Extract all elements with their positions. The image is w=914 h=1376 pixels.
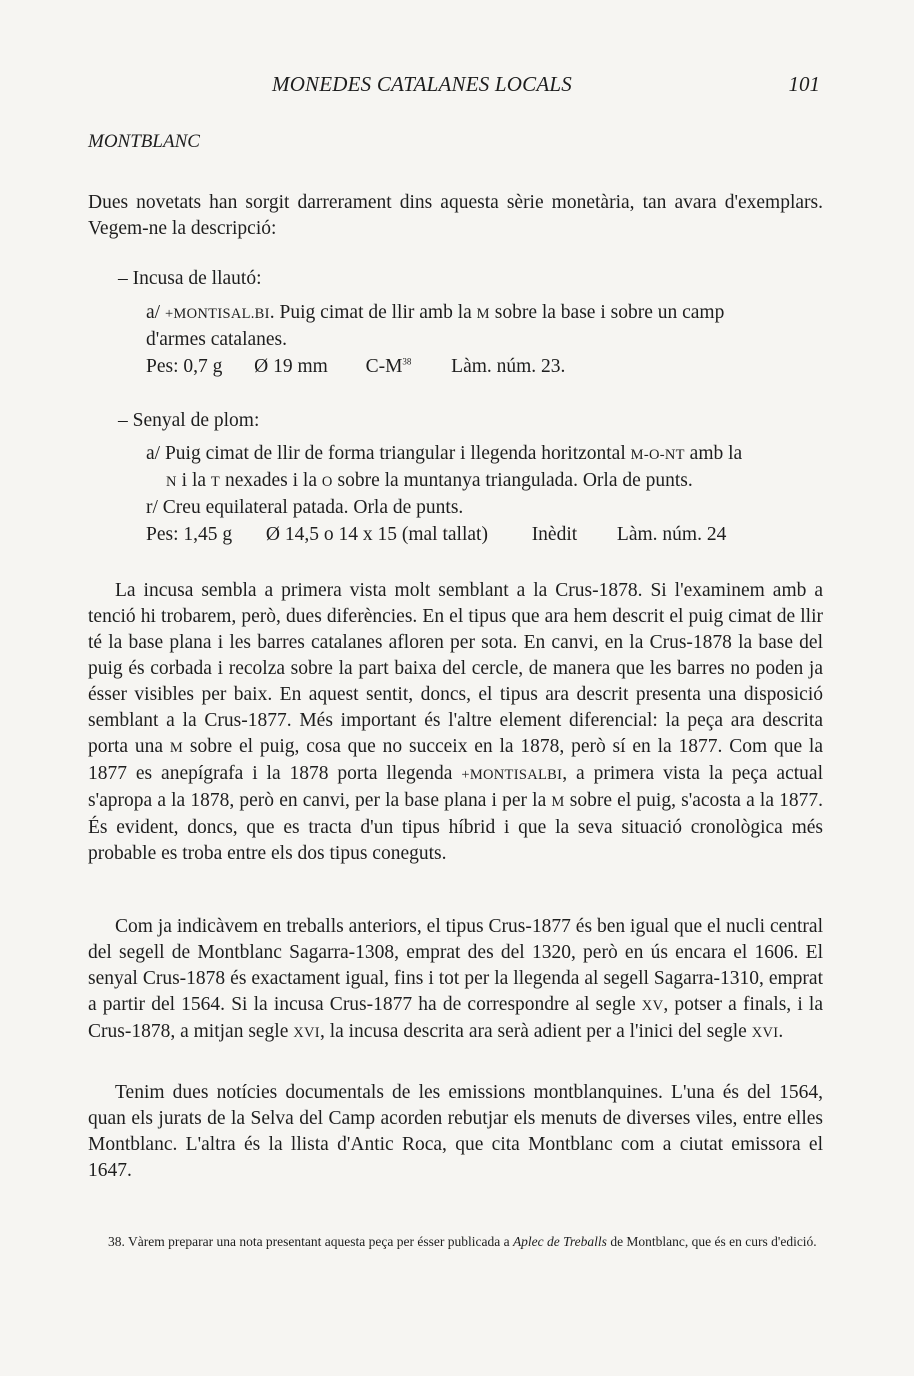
item1-weight: Pes: 0,7 g <box>146 356 223 377</box>
footnote-title: Aplec de Treballs <box>512 1234 607 1249</box>
item2-obverse: a/ Puig cimat de llir de forma triangular i llegenda horitzontal M-O-NT amb la <box>146 443 743 464</box>
item1-reference: $C-M^{38}$ <box>365 356 412 377</box>
item2-plate: Làm. núm. 24 <box>616 524 727 545</box>
item1-legend: +MONTISAL.BI <box>164 306 270 322</box>
item2-reverse: r/ Creu equilateral patada. Orla de punts. <box>146 497 464 518</box>
item1-m: M <box>476 306 490 322</box>
section-title: MONTBLANC <box>88 131 200 152</box>
paragraph-3: Tenim dues notícies documentals de les emissions montblanquines. L'una és del 1564, quan els jurats de la Selva del Camp acorden rebutjar els menuts de diverses viles, entre elles Montblanc. L'altra és la llista d'Antic Roca, que cita Montblanc com a ciutat emissora el 1647. <box>88 1082 823 1181</box>
item1-specs <box>146 356 565 378</box>
running-title: MONEDES CATALANES LOCALS <box>272 72 572 96</box>
item2-legend: M-O-NT <box>630 447 685 463</box>
item2-status: Inèdit <box>531 524 578 545</box>
item2-obverse-line2: N i la T nexades i la O sobre la muntanya triangulada. Orla de punts. <box>166 470 693 491</box>
item1-a-prefix: a/ <box>146 302 165 323</box>
footnote: 38. Vàrem preparar una nota presentant aquesta peça per ésser publicada a Aplec de Treballs de Montblanc, que és en curs d'edició. <box>88 1232 823 1251</box>
paragraph-2: Com ja indicàvem en treballs anteriors, el tipus Crus-1877 és ben igual que el nucli central del segell de Montblanc Sagarra-1308, emprat des del 1320, però en ús encara el 1606. El senyal Crus-1878 és exactament igual, fins i tot per la llegenda al segell Sagarra-1310, emprat a partir del 1564. Si la incusa Crus-1877 ha de correspondre al segle XV, potser a finals, i la Crus-1878, a mitjan segle XVI, la incusa descrita ara serà adient per a l'inici del segle XVI. <box>88 916 823 1042</box>
item1-diameter: Ø 19 mm <box>254 356 328 377</box>
page-number: 101 <box>788 72 820 96</box>
item1-plate: Làm. núm. 23. <box>451 356 566 377</box>
page-header <box>0 72 914 104</box>
item1-heading: – Incusa de llautó: <box>118 268 262 289</box>
item1-description-line2: d'armes catalanes. <box>146 329 288 350</box>
item2-diameter: Ø 14,5 o 14 x 15 (mal tallat) <box>265 524 488 545</box>
item2-specs <box>146 524 726 546</box>
item1-text: . Puig cimat de llir amb la <box>269 302 477 323</box>
item1-text-2: sobre la base i sobre un camp <box>489 302 725 323</box>
item2-weight: Pes: 1,45 g <box>146 524 233 545</box>
item1-description <box>146 302 724 324</box>
intro-paragraph: Dues novetats han sorgit darrerament dins aquesta sèrie monetària, tan avara d'exemplars. Vegem-ne la descripció: <box>88 192 823 239</box>
item2-heading: – Senyal de plom: <box>118 410 260 431</box>
paragraph-1: La incusa sembla a primera vista molt semblant a la Crus-1878. Si l'examinem amb a tenció hi trobarem, però, dues diferències. En el tipus que ara hem descrit el puig cimat de llir té la base plana i les barres catalanes afloren per sota. En canvi, en la Crus-1878 la base del puig és corbada i recolza sobre la part baixa del cercle, de manera que les barres no poden ja ésser visibles per baix. En aquest sentit, doncs, el tipus ara descrit presenta una disposició semblant a la Crus-1877. Més important és l'altre element diferencial: la peça ara descrita porta una M sobre el puig, cosa que no succeix en la 1878, però sí en la 1877. Com que la 1877 es anepígrafa i la 1878 porta llegenda +MONTISALBI, a primera vista la peça actual s'apropa a la 1878, però en canvi, per la base plana i per la M sobre el puig, s'acosta a la 1877. És evident, doncs, que es tracta d'un tipus híbrid i que la seva situació cronològica més probable es troba entre els dos tipus coneguts. <box>88 580 824 864</box>
footnote-number: 38. <box>108 1234 125 1249</box>
